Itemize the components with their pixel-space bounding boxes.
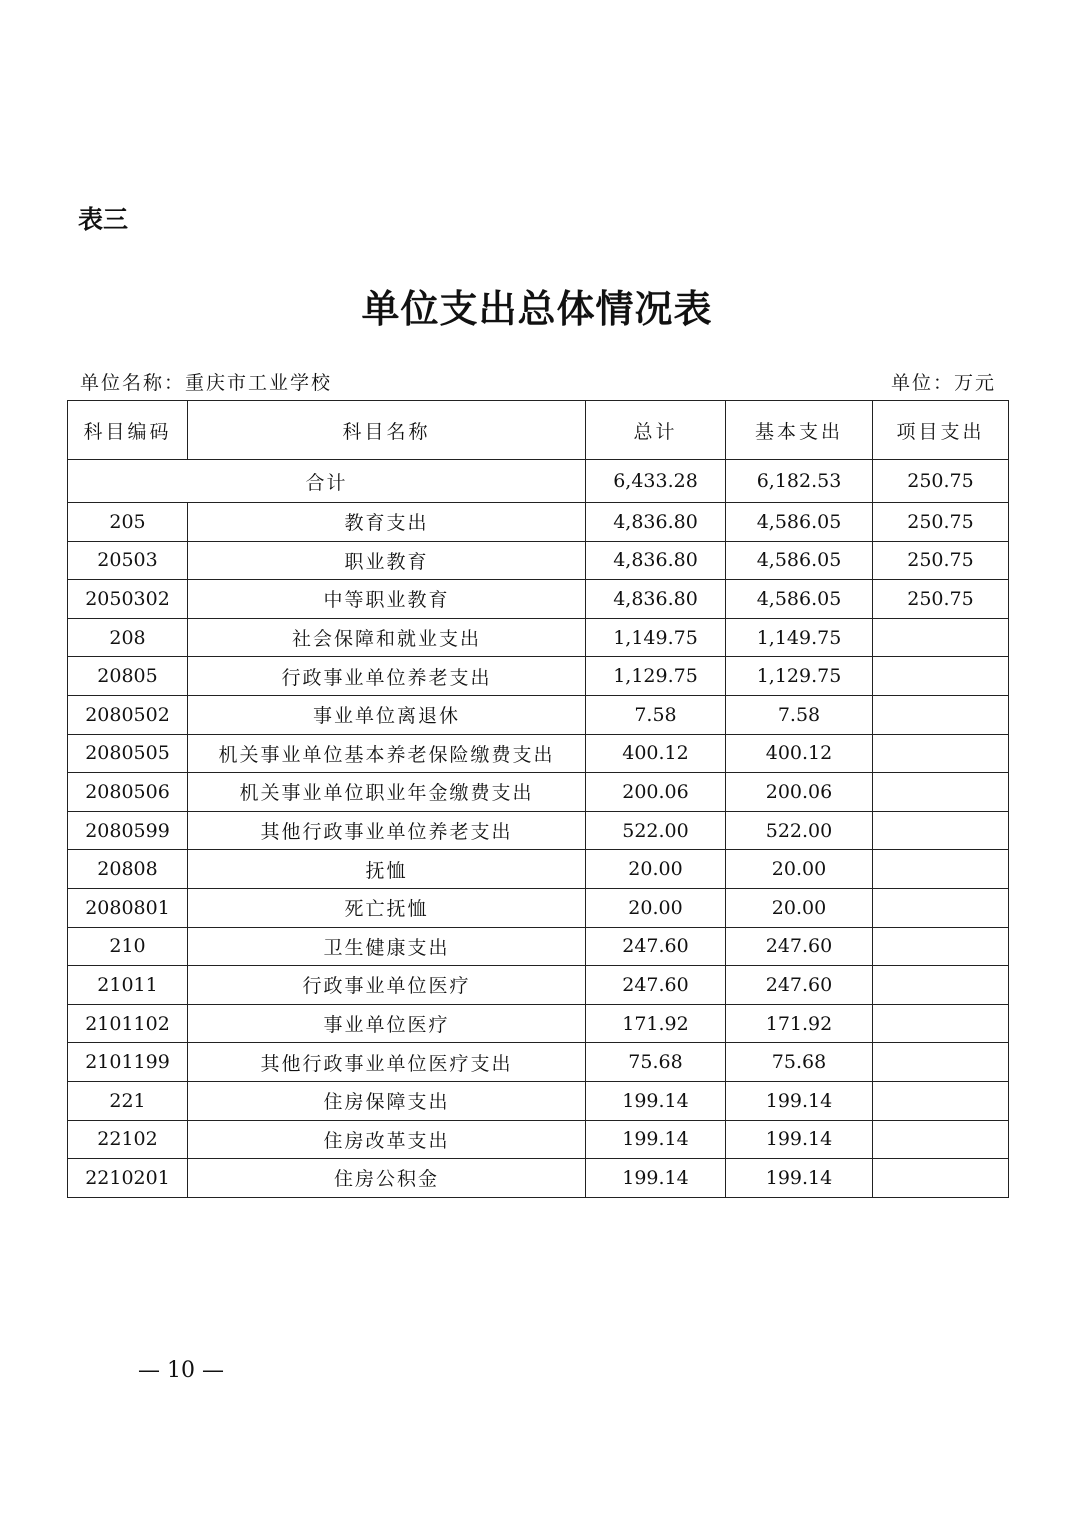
project-cell [873, 1120, 1009, 1159]
name-cell: 行政事业单位医疗 [188, 966, 586, 1005]
table-row [68, 1004, 1009, 1043]
table-row [68, 580, 1009, 619]
name-cell: 行政事业单位养老支出 [188, 657, 586, 696]
table-row [68, 657, 1009, 696]
code-cell: 20503 [68, 541, 188, 580]
code-cell: 20805 [68, 657, 188, 696]
project-cell: 250.75 [873, 503, 1009, 542]
code-cell: 21011 [68, 966, 188, 1005]
name-cell: 事业单位医疗 [188, 1004, 586, 1043]
total-cell: 1,129.75 [586, 657, 726, 696]
basic-cell: 400.12 [726, 734, 873, 773]
total-cell: 199.14 [586, 1081, 726, 1120]
header-row [68, 401, 1009, 460]
basic-cell: 199.14 [726, 1120, 873, 1159]
header-project: 项目支出 [873, 401, 1009, 460]
project-cell [873, 1159, 1009, 1198]
table-row [68, 734, 1009, 773]
code-cell: 2080505 [68, 734, 188, 773]
project-cell [873, 966, 1009, 1005]
code-cell: 208 [68, 618, 188, 657]
project-cell [873, 888, 1009, 927]
name-cell: 中等职业教育 [188, 580, 586, 619]
name-cell: 抚恤 [188, 850, 586, 889]
code-cell: 2080801 [68, 888, 188, 927]
project-cell [873, 1004, 1009, 1043]
basic-cell: 7.58 [726, 695, 873, 734]
name-cell: 职业教育 [188, 541, 586, 580]
total-cell: 20.00 [586, 888, 726, 927]
total-cell: 4,836.80 [586, 580, 726, 619]
total-cell: 4,836.80 [586, 503, 726, 542]
table-row [68, 773, 1009, 812]
basic-cell: 4,586.05 [726, 580, 873, 619]
table-row [68, 966, 1009, 1005]
name-cell: 教育支出 [188, 503, 586, 542]
total-row [68, 460, 1009, 503]
table-row [68, 811, 1009, 850]
name-cell: 死亡抚恤 [188, 888, 586, 927]
total-project: 250.75 [873, 460, 1009, 503]
total-cell: 200.06 [586, 773, 726, 812]
project-cell: 250.75 [873, 580, 1009, 619]
total-cell: 199.14 [586, 1120, 726, 1159]
basic-cell: 20.00 [726, 850, 873, 889]
project-cell [873, 618, 1009, 657]
project-cell [873, 657, 1009, 696]
basic-cell: 247.60 [726, 927, 873, 966]
total-cell: 4,836.80 [586, 541, 726, 580]
total-cell: 522.00 [586, 811, 726, 850]
basic-cell: 20.00 [726, 888, 873, 927]
name-cell: 社会保障和就业支出 [188, 618, 586, 657]
project-cell [873, 1043, 1009, 1082]
table-row [68, 541, 1009, 580]
page-number: — 10 — [138, 1358, 224, 1383]
name-cell: 事业单位离退休 [188, 695, 586, 734]
basic-cell: 200.06 [726, 773, 873, 812]
name-cell: 住房改革支出 [188, 1120, 586, 1159]
header-name: 科目名称 [188, 401, 586, 460]
code-cell: 2080502 [68, 695, 188, 734]
name-cell: 其他行政事业单位医疗支出 [188, 1043, 586, 1082]
document-title: 单位支出总体情况表 [361, 287, 713, 331]
code-cell: 2050302 [68, 580, 188, 619]
basic-cell: 199.14 [726, 1159, 873, 1198]
table-row [68, 1159, 1009, 1198]
basic-cell: 522.00 [726, 811, 873, 850]
total-cell: 20.00 [586, 850, 726, 889]
total-cell: 75.68 [586, 1043, 726, 1082]
project-cell [873, 927, 1009, 966]
project-cell [873, 695, 1009, 734]
table-row [68, 1081, 1009, 1120]
total-cell: 400.12 [586, 734, 726, 773]
name-cell: 机关事业单位基本养老保险缴费支出 [188, 734, 586, 773]
total-label: 合计 [68, 460, 586, 503]
unit-name: 单位名称：重庆市工业学校 [80, 372, 333, 394]
total-cell: 7.58 [586, 695, 726, 734]
project-cell [873, 734, 1009, 773]
total-cell: 1,149.75 [586, 618, 726, 657]
table-row [68, 1043, 1009, 1082]
table-row [68, 1120, 1009, 1159]
total-basic: 6,182.53 [726, 460, 873, 503]
header-total: 总计 [586, 401, 726, 460]
code-cell: 2080506 [68, 773, 188, 812]
code-cell: 205 [68, 503, 188, 542]
project-cell: 250.75 [873, 541, 1009, 580]
table-row [68, 503, 1009, 542]
name-cell: 机关事业单位职业年金缴费支出 [188, 773, 586, 812]
basic-cell: 171.92 [726, 1004, 873, 1043]
basic-cell: 247.60 [726, 966, 873, 1005]
expenditure-table [67, 400, 1009, 1198]
header-code: 科目编码 [68, 401, 188, 460]
basic-cell: 75.68 [726, 1043, 873, 1082]
table-row [68, 618, 1009, 657]
basic-cell: 1,129.75 [726, 657, 873, 696]
unit-of-measure: 单位：万元 [890, 372, 996, 394]
project-cell [873, 1081, 1009, 1120]
code-cell: 20808 [68, 850, 188, 889]
total-total: 6,433.28 [586, 460, 726, 503]
total-cell: 247.60 [586, 927, 726, 966]
code-cell: 2210201 [68, 1159, 188, 1198]
basic-cell: 199.14 [726, 1081, 873, 1120]
project-cell [873, 773, 1009, 812]
name-cell: 住房保障支出 [188, 1081, 586, 1120]
project-cell [873, 811, 1009, 850]
code-cell: 2101102 [68, 1004, 188, 1043]
table-row [68, 927, 1009, 966]
table-row [68, 695, 1009, 734]
name-cell: 卫生健康支出 [188, 927, 586, 966]
total-cell: 171.92 [586, 1004, 726, 1043]
basic-cell: 4,586.05 [726, 541, 873, 580]
name-cell: 住房公积金 [188, 1159, 586, 1198]
basic-cell: 4,586.05 [726, 503, 873, 542]
table-row [68, 888, 1009, 927]
name-cell: 其他行政事业单位养老支出 [188, 811, 586, 850]
table-label: 表三 [78, 205, 129, 234]
total-cell: 199.14 [586, 1159, 726, 1198]
code-cell: 2080599 [68, 811, 188, 850]
header-basic: 基本支出 [726, 401, 873, 460]
code-cell: 22102 [68, 1120, 188, 1159]
project-cell [873, 850, 1009, 889]
code-cell: 210 [68, 927, 188, 966]
code-cell: 2101199 [68, 1043, 188, 1082]
table-row [68, 850, 1009, 889]
basic-cell: 1,149.75 [726, 618, 873, 657]
total-cell: 247.60 [586, 966, 726, 1005]
code-cell: 221 [68, 1081, 188, 1120]
